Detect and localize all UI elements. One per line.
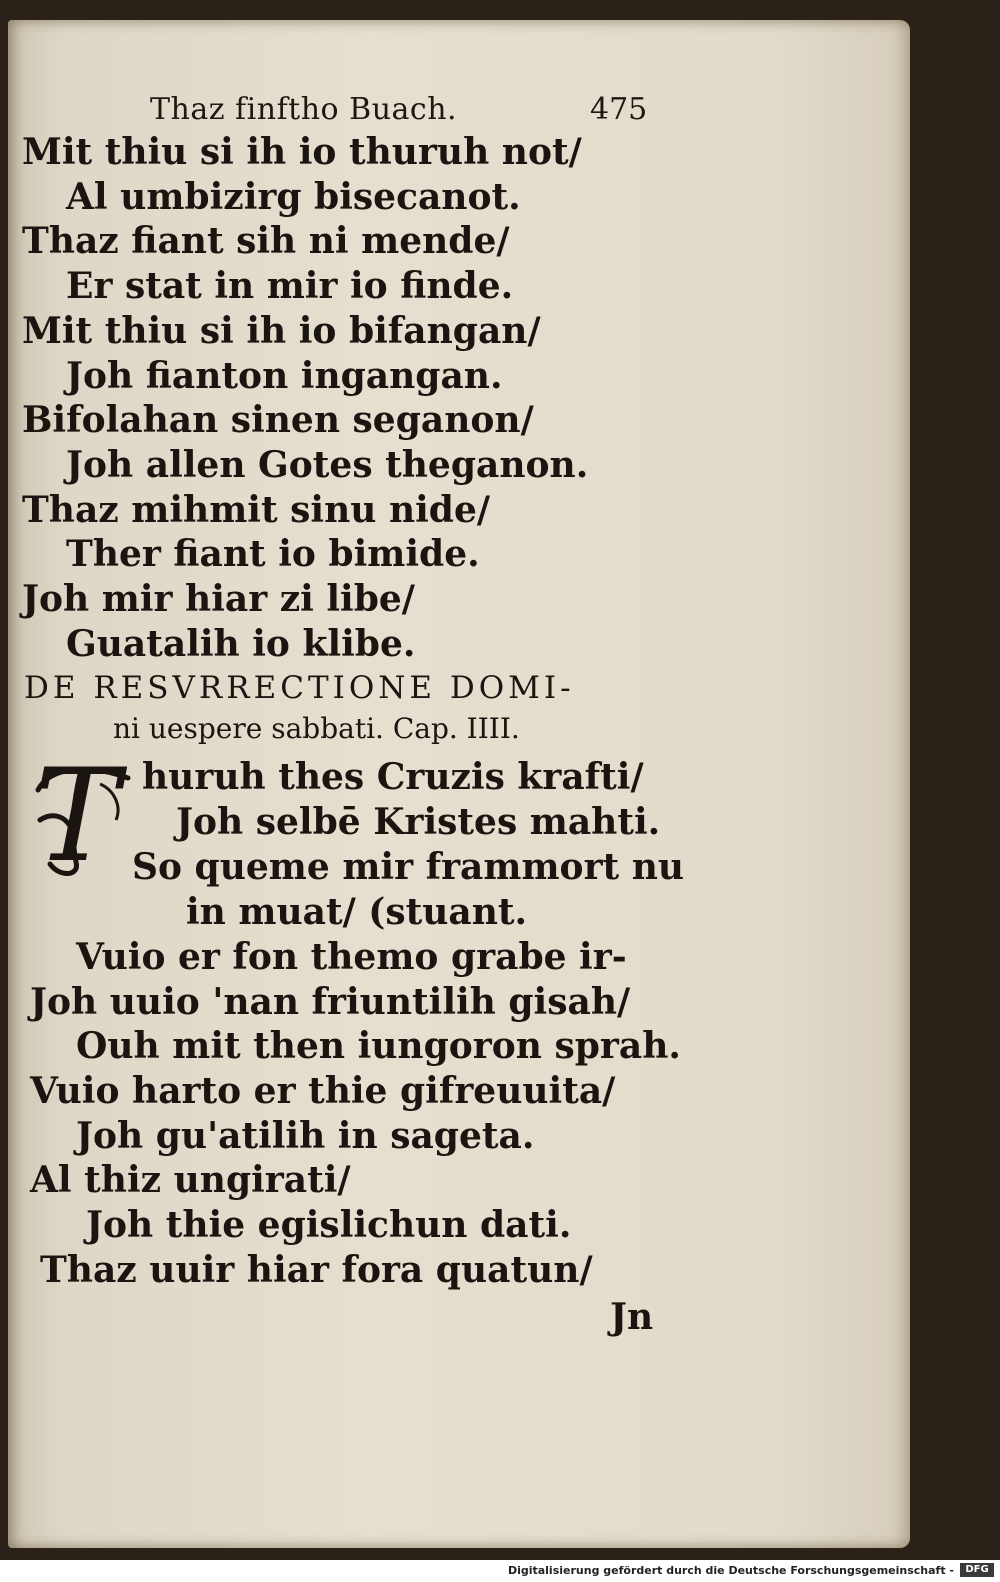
- verse-line: Joh uuio 'nan friuntilih gisah/: [30, 981, 631, 1023]
- verse-line: Ouh mit then iungoron sprah.: [76, 1025, 681, 1067]
- catchword: Jn: [610, 1296, 654, 1338]
- chapter-subheading: ni uespere sabbati. Cap. IIII.: [113, 712, 520, 745]
- verse-line: Vuio er fon themo grabe ir-: [76, 936, 627, 978]
- verse-line: Guatalih io klibe.: [66, 623, 416, 665]
- verse-line: Joh fianton ingangan.: [66, 355, 503, 397]
- verse-line: Thaz mihmit sinu nide/: [22, 489, 491, 531]
- verse-line: Joh thie egislichun dati.: [86, 1204, 572, 1246]
- verse-line: huruh thes Cruzis krafti/: [142, 756, 644, 798]
- verse-line: in muat/ (stuant.: [186, 891, 528, 933]
- page-number: 475: [590, 92, 648, 127]
- verse-line: Mit thiu si ih io bifangan/: [22, 310, 541, 352]
- verse-line: Mit thiu si ih io thuruh not/: [22, 131, 582, 173]
- verse-line: So queme mir frammort nu: [132, 846, 685, 888]
- verse-line: Joh mir hiar zi libe/: [22, 578, 415, 620]
- verse-line: Ther fiant io bimide.: [66, 533, 480, 575]
- verse-line: Vuio harto er thie gifreuuita/: [30, 1070, 616, 1112]
- verse-line: Thaz fiant sih ni mende/: [22, 220, 510, 262]
- footer-credit: Digitalisierung gefördert durch die Deutsche Forschungsgemeinschaft -: [507, 1564, 954, 1577]
- page-header: [150, 92, 670, 132]
- running-title: Thaz finftho Buach.: [150, 92, 458, 127]
- verse-line: Joh allen Gotes theganon.: [66, 444, 589, 486]
- chapter-heading: DE RESVRRECTIONE DOMI-: [24, 670, 575, 706]
- verse-line: Thaz uuir hiar fora quatun/: [40, 1249, 593, 1291]
- dfg-logo: DFG: [960, 1563, 994, 1577]
- verse-line: Al thiz ungirati/: [30, 1159, 351, 1201]
- verse-line: Al umbizirg bisecanot.: [66, 176, 521, 218]
- decorative-initial: T: [34, 742, 120, 891]
- verse-line: Joh selbē Kristes mahti.: [176, 801, 661, 843]
- verse-line: Er stat in mir io finde.: [66, 265, 514, 307]
- verse-line: Joh gu'atilih in sageta.: [76, 1115, 535, 1157]
- verse-line: Bifolahan sinen seganon/: [22, 399, 534, 441]
